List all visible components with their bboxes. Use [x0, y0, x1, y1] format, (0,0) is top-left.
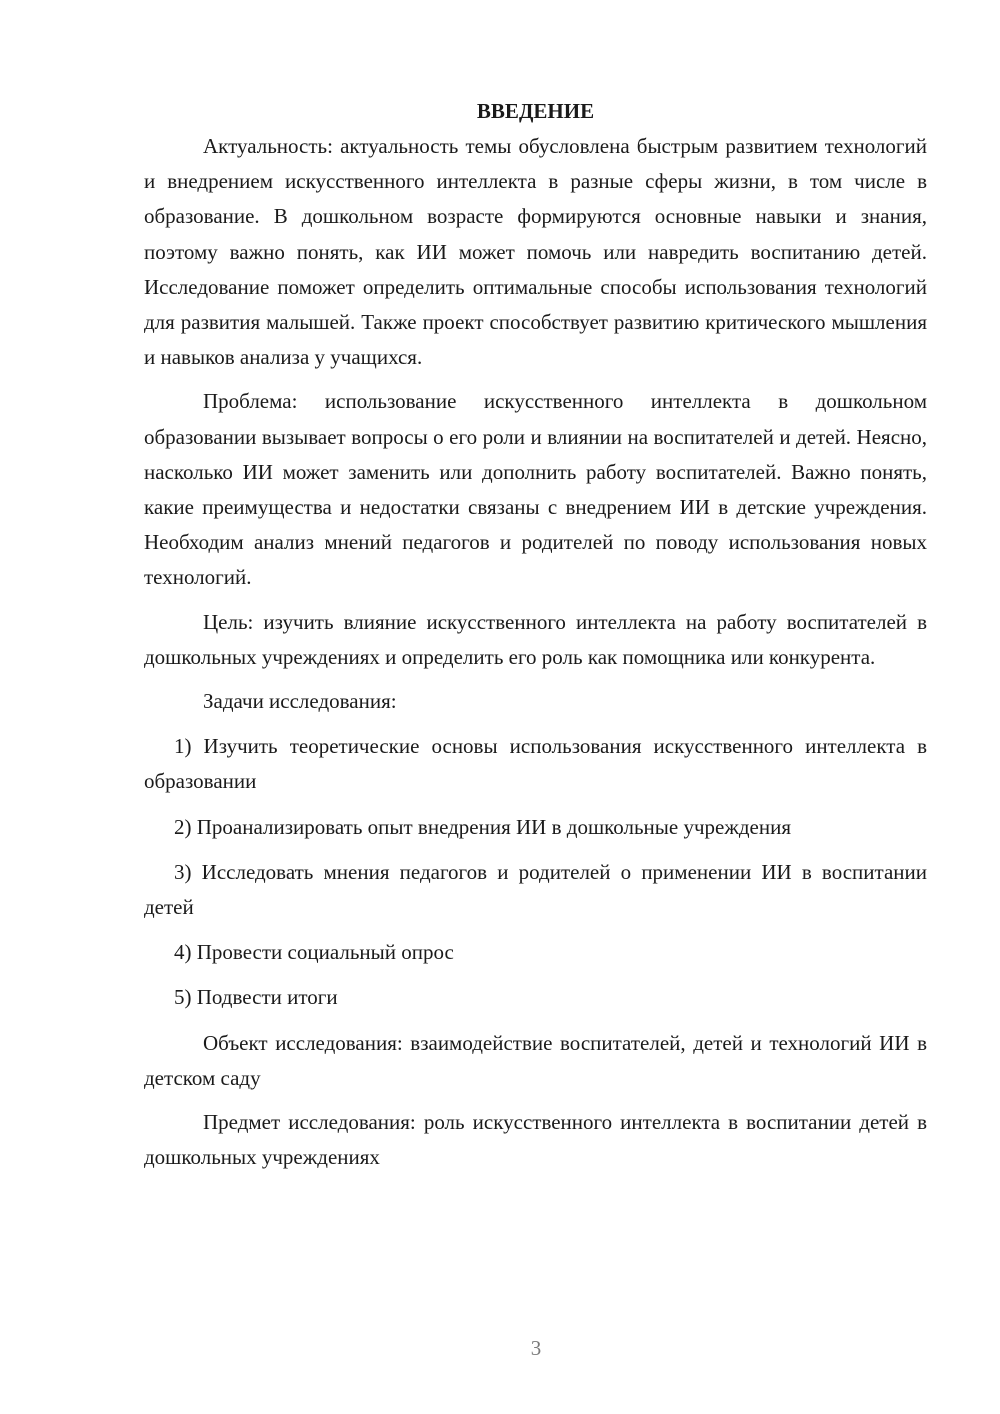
task-item: 5) Подвести итоги [174, 985, 338, 1010]
problem-paragraph: Проблема: использование искусственного интеллекта в дошкольном образовании вызывает вопросы о его роли и влиянии на воспитателей и детей. Неясно, насколько ИИ может заменить или дополнить работу воспитателей. Важно понять, какие преимущества и недостатки связаны с внедрением ИИ в детские учреждения. Необходим анализ мнений педагогов и родителей по поводу использования новых технологий. [144, 389, 927, 590]
section-heading: ВВЕДЕНИЕ [476, 99, 595, 123]
task-item: 1) Изучить теоретические основы использования искусственного интеллекта в образовании [144, 734, 927, 794]
page-content [144, 94, 927, 1184]
goal-paragraph: Цель: изучить влияние искусственного интеллекта на работу воспитателей в дошкольных учреждениях и определить его роль как помощника или конкурента. [144, 609, 927, 669]
subject-paragraph: Предмет исследования: роль искусственного интеллекта в воспитании детей в дошкольных учреждениях [144, 1110, 927, 1170]
task-item: 3) Исследовать мнения педагогов и родителей о применении ИИ в воспитании детей [144, 859, 927, 920]
page-number: 3 [530, 1336, 542, 1360]
tasks-title: Задачи исследования: [203, 689, 397, 714]
task-item: 4) Провести социальный опрос [174, 940, 454, 965]
task-item: 2) Проанализировать опыт внедрения ИИ в дошкольные учреждения [174, 814, 791, 839]
object-paragraph: Объект исследования: взаимодействие воспитателей, детей и технологий ИИ в детском саду [144, 1030, 927, 1090]
relevance-paragraph: Актуальность: актуальность темы обусловлена быстрым развитием технологий и внедрением искусственного интеллекта в разные сферы жизни, в том числе в образование. В дошкольном возрасте формируются основные навыки и знания, поэтому важно понять, как ИИ может помочь или навредить воспитанию детей. Исследование поможет определить оптимальные способы использования технологий для развития малышей. Также проект способствует развитию критического мышления и навыков анализа у учащихся. [144, 134, 927, 370]
